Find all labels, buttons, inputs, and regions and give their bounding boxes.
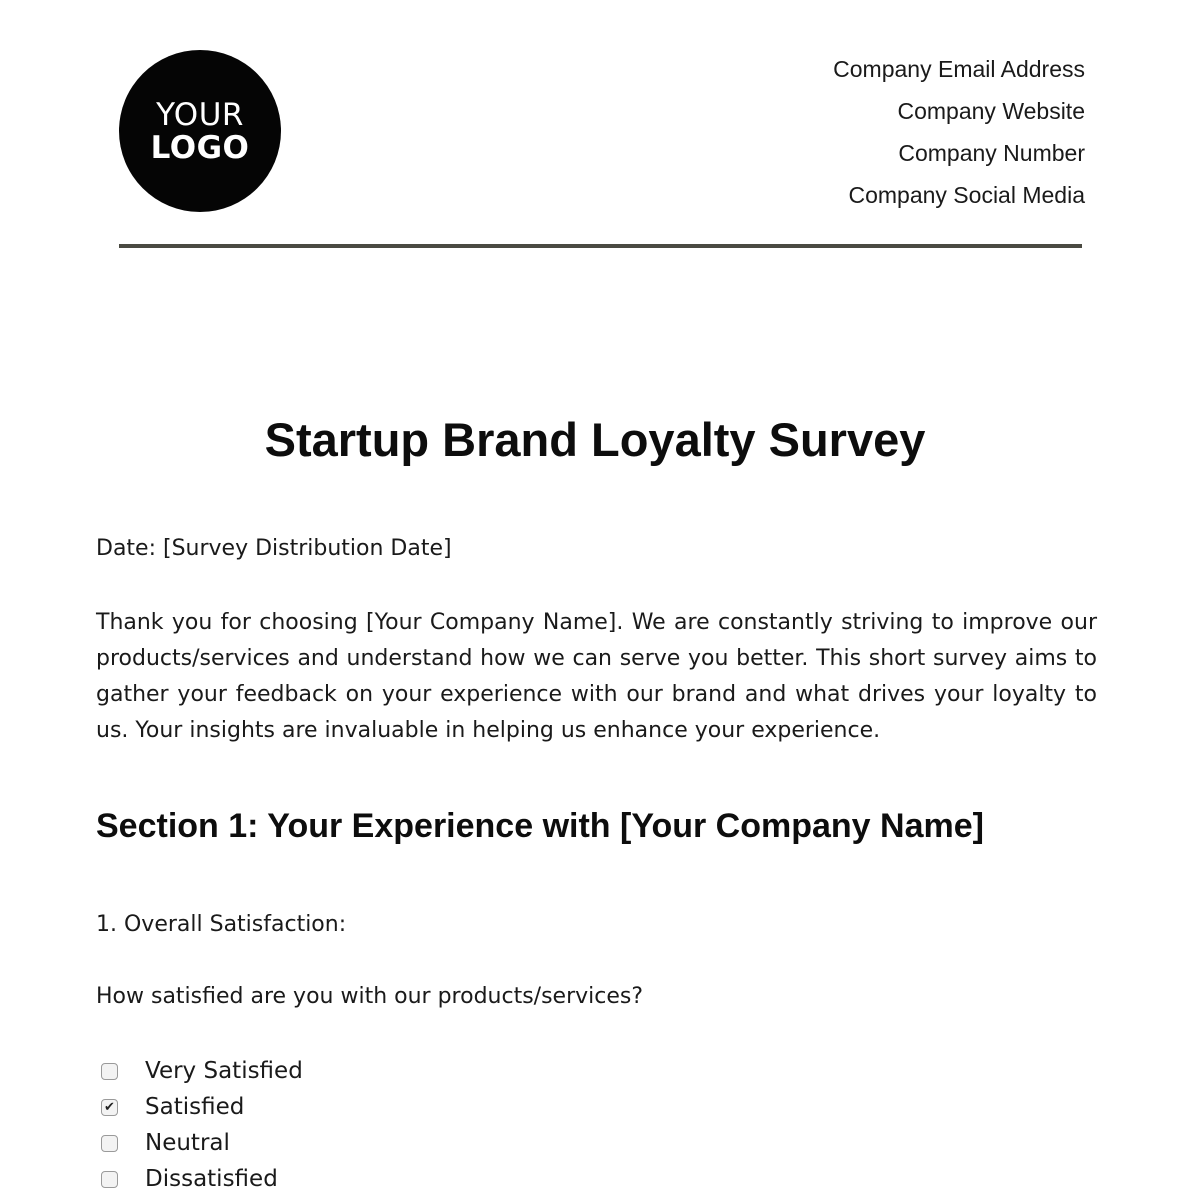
option-very-satisfied[interactable] bbox=[101, 1053, 303, 1089]
option-label-very-satisfied: Very Satisfied bbox=[145, 1058, 303, 1084]
question-1-title: 1. Overall Satisfaction: bbox=[96, 912, 347, 937]
checkbox-neutral[interactable] bbox=[101, 1135, 118, 1152]
company-website: Company Website bbox=[897, 98, 1085, 124]
survey-date: Date: [Survey Distribution Date] bbox=[96, 536, 452, 561]
option-label-neutral: Neutral bbox=[145, 1130, 230, 1156]
company-email: Company Email Address bbox=[833, 56, 1085, 82]
checkbox-dissatisfied[interactable] bbox=[101, 1171, 118, 1188]
logo-text-logo: LOGO bbox=[150, 130, 250, 166]
option-label-dissatisfied: Dissatisfied bbox=[145, 1166, 278, 1192]
satisfaction-options bbox=[101, 1053, 303, 1197]
company-contact-info bbox=[833, 52, 1085, 220]
checkbox-satisfied[interactable]: ✔ bbox=[101, 1099, 118, 1116]
company-social-media: Company Social Media bbox=[848, 182, 1085, 208]
header-divider bbox=[119, 244, 1082, 248]
option-dissatisfied[interactable] bbox=[101, 1161, 303, 1197]
option-neutral[interactable] bbox=[101, 1125, 303, 1161]
question-1-text: How satisfied are you with our products/services? bbox=[96, 984, 644, 1009]
logo-text-your: YOUR bbox=[156, 96, 244, 133]
checkbox-very-satisfied[interactable] bbox=[101, 1063, 118, 1080]
section-1-title: Section 1: Your Experience with [Your Company Name] bbox=[96, 807, 984, 845]
document-title: Startup Brand Loyalty Survey bbox=[264, 413, 926, 466]
intro-paragraph: Thank you for choosing [Your Company Name]. We are constantly striving to improve our products/services and understand how we can serve you better. This short survey aims to gather your feedback on your experience with our brand and what drives your loyalty to us. Your insights are invaluable in helping us enhance your experience. bbox=[96, 610, 1097, 743]
company-logo bbox=[119, 50, 281, 212]
option-satisfied[interactable] bbox=[101, 1089, 303, 1125]
company-number: Company Number bbox=[898, 140, 1085, 166]
option-label-satisfied: Satisfied bbox=[145, 1094, 245, 1120]
